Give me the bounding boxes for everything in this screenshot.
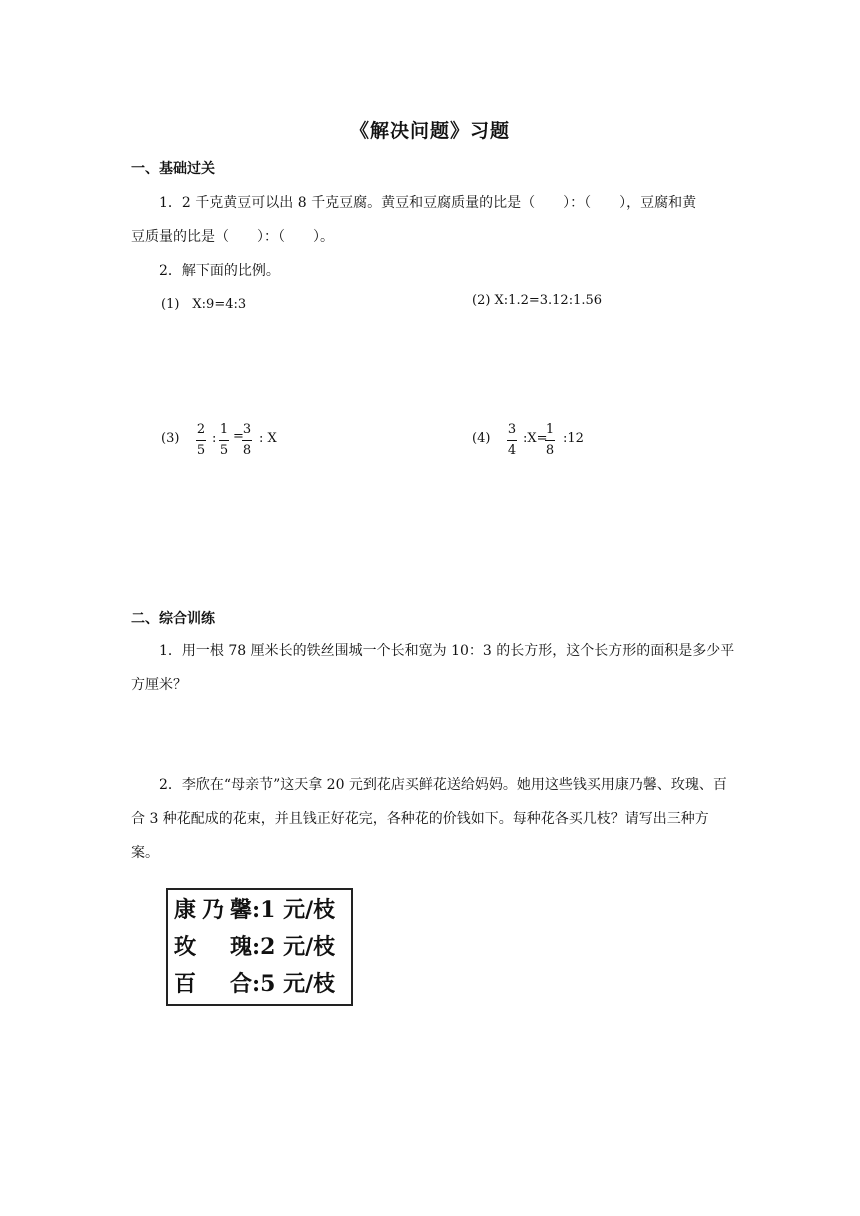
flower-price: :1 元/枝 bbox=[252, 897, 336, 923]
numerator: 2 bbox=[196, 422, 206, 437]
equals-sign: = bbox=[233, 429, 244, 444]
question-1-line-1: 1．2 千克黄豆可以出 8 千克豆腐。黄豆和豆腐质量的比是（ ）：（ ），豆腐和黄 bbox=[159, 195, 697, 211]
proportion-4-mid: :X= bbox=[523, 431, 548, 446]
numerator: 1 bbox=[219, 422, 229, 437]
fraction-3-4 bbox=[506, 420, 518, 461]
flower-price: :2 元/枝 bbox=[252, 934, 336, 960]
fraction-1-5 bbox=[218, 420, 230, 461]
section-2-question-1: 1．用一根 78 厘米长的铁丝围城一个长和宽为 10：3 的长方形，这个长方形的面积是多少平方厘米？ bbox=[131, 643, 735, 693]
denominator: 8 bbox=[242, 443, 252, 458]
proportion-3-label: (3) bbox=[161, 431, 180, 446]
ratio-colon: : bbox=[212, 431, 217, 446]
denominator: 5 bbox=[219, 443, 229, 458]
numerator: 1 bbox=[545, 422, 555, 437]
proportion-2: (2) X:1.2=3.12:1.56 bbox=[472, 293, 603, 308]
proportion-4-label: (4) bbox=[472, 431, 491, 446]
numerator: 3 bbox=[507, 422, 517, 437]
flower-price: :5 元/枝 bbox=[252, 971, 336, 997]
flower-name: 玫 瑰 bbox=[174, 934, 252, 960]
page-title: 《解决问题》习题 bbox=[349, 120, 510, 142]
proportion-3-tail: : X bbox=[259, 431, 277, 446]
price-row-lily bbox=[174, 966, 351, 1003]
proportion-1: (1) X:9=4:3 bbox=[161, 297, 247, 312]
flower-name: 康乃馨 bbox=[174, 897, 252, 923]
section-1-heading: 一、基础过关 bbox=[131, 161, 215, 177]
fraction-2-5 bbox=[195, 420, 207, 461]
fraction-3-8 bbox=[241, 420, 253, 461]
question-1-line-2: 豆质量的比是（ ）：（ ）。 bbox=[131, 229, 334, 245]
price-row-rose bbox=[174, 929, 351, 966]
flower-price-table bbox=[166, 888, 353, 1006]
flower-name: 百 合 bbox=[174, 971, 252, 997]
proportion-4-tail: :12 bbox=[563, 431, 584, 446]
section-2-heading: 二、综合训练 bbox=[131, 611, 215, 627]
section-2-question-2: 2．李欣在“母亲节”这天拿 20 元到花店买鲜花送给妈妈。她用这些钱买用康乃馨、玫瑰、百合 3 种花配成的花束，并且钱正好花完，各种花的价钱如下。每种花各买几枝？请写出三种方案。 bbox=[131, 777, 727, 861]
numerator: 3 bbox=[242, 422, 252, 437]
denominator: 4 bbox=[507, 443, 517, 458]
price-row-carnation bbox=[174, 892, 351, 929]
fraction-1-8 bbox=[544, 420, 556, 461]
denominator: 5 bbox=[196, 443, 206, 458]
question-2-prompt: 2．解下面的比例。 bbox=[159, 263, 280, 279]
denominator: 8 bbox=[545, 443, 555, 458]
